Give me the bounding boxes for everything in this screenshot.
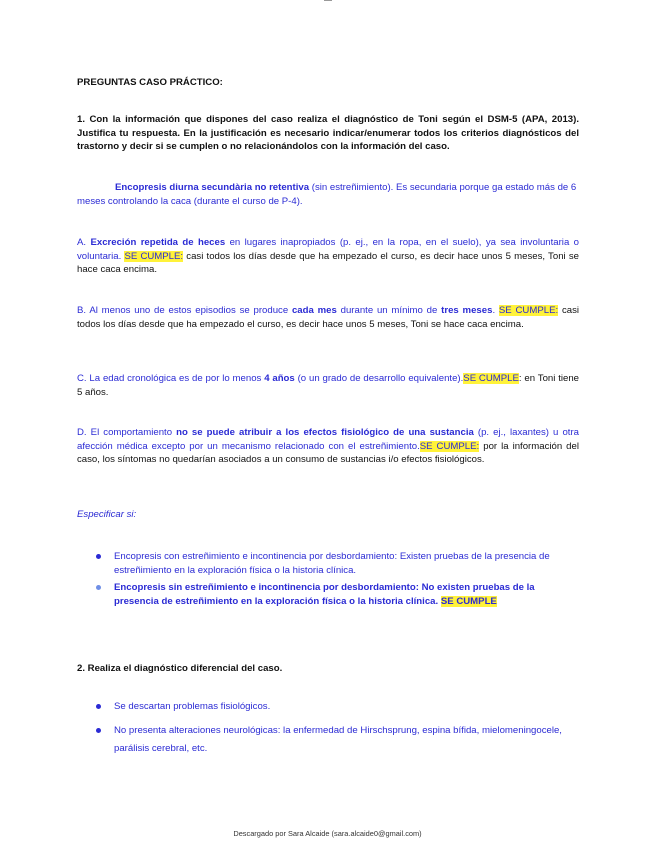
criterion-c-bold: 4 años — [264, 373, 295, 384]
specify-item-without — [94, 581, 580, 608]
criterion-b-dot: . — [492, 305, 499, 316]
criterion-d-bold: no se puede atribuir a los efectos fisiológico de una sustancia — [176, 427, 474, 438]
criterion-a-note: casi todos los días desde que ha empezado el curso, es decir hace unos 5 meses, Toni se hace caca encima. — [77, 250, 579, 276]
specify-heading: Especificar si: — [77, 509, 137, 520]
criterion-c-prefix: C. La edad cronológica es de por lo menos — [77, 373, 265, 384]
criterion-c — [77, 372, 579, 399]
diagnosis-text: (sin estreñimiento). Es secundaria porque ga estado más de 6 meses controlando la caca (durante el curso de P-4). — [77, 182, 577, 207]
criterion-c-note: : en Toni tiene 5 años. — [77, 373, 580, 398]
differential-item-text: Se descartan problemas fisiológicos. — [114, 701, 271, 712]
criterion-c-cumple: SE CUMPLE — [463, 373, 519, 384]
bullet-icon — [96, 585, 101, 590]
bullet-icon — [96, 704, 101, 709]
criterion-a — [77, 236, 579, 277]
criterion-d-cumple: SE CUMPLE: — [419, 440, 480, 452]
specify-cumple: SE CUMPLE — [440, 595, 497, 607]
criterion-d-note: por la información del caso, los síntomas no quedarían asociados a un consumo de sustancias i/o efectos fisiológicos. — [77, 440, 579, 466]
bullet-icon — [96, 728, 101, 733]
specify-list — [94, 550, 580, 608]
differential-item — [94, 700, 580, 714]
criterion-b-mid: durante un mínimo de — [336, 305, 442, 316]
criterion-c-rest: (o un grado de desarrollo equivalente). — [294, 373, 464, 384]
download-footer: Descargado por Sara Alcaide (sara.alcaide0@gmail.com) — [233, 829, 422, 838]
criterion-b-bold2: tres meses — [441, 305, 493, 316]
criterion-d — [77, 426, 579, 467]
diagnosis-paragraph — [77, 181, 577, 208]
criterion-b-note: casi todos los días desde que ha empezado el curso, es decir hace unos 5 meses, Toni se hace caca encima. — [77, 305, 580, 330]
question-2: 2. Realiza el diagnóstico diferencial del caso. — [77, 663, 283, 674]
criterion-b-cumple: SE CUMPLE: — [498, 305, 559, 316]
criterion-a-cumple: SE CUMPLE: — [124, 250, 184, 262]
specify-item-with — [94, 550, 580, 577]
criterion-d-rest: (p. ej., laxantes) u otra afección médica excepto por un mecanismo relacionado con el estreñimiento. — [77, 427, 579, 452]
criterion-b-prefix: B. Al menos uno de estos episodios se produce — [77, 305, 292, 316]
criterion-b — [77, 304, 579, 331]
criterion-d-prefix: D. El comportamiento — [77, 427, 177, 438]
differential-item-text: No presenta alteraciones neurológicas: la enfermedad de Hirschsprung, espina bífida, mielomeningocele, parálisis cerebral, etc. — [114, 724, 562, 754]
criterion-b-bold1: cada mes — [291, 305, 337, 316]
section-heading: PREGUNTAS CASO PRÁCTICO: — [77, 77, 223, 88]
specify-item-with-text: Encopresis con estreñimiento e incontinencia por desbordamiento: Existen pruebas de la presencia de estreñimiento en la exploración física o la historia clínica. — [114, 551, 550, 576]
differential-list — [94, 700, 580, 758]
bullet-icon — [96, 554, 101, 559]
criterion-a-text: en lugares inapropiados (p. ej., en la ropa, en el suelo), ya sea involuntaria o voluntaria. — [77, 237, 580, 262]
page-top-mark — [324, 0, 332, 1]
criterion-a-bold: Excreción repetida de heces — [90, 237, 226, 248]
differential-item — [94, 722, 580, 758]
question-1: 1. Con la información que dispones del caso realiza el diagnóstico de Toni según el DSM-5 (APA, 2013). Justifica tu respuesta. En la justificación es necesario indicar/enumerar todos los criterios diagnósticos del trastorno y decir si se cumplen o no relacionándolos con la información del caso. — [77, 114, 579, 153]
specify-item-without-text: Encopresis sin estreñimiento e incontinencia por desbordamiento: No existen pruebas de la presencia de estreñimiento en la exploración física o la historia clínica. — [114, 582, 535, 607]
diagnosis-title: Encopresis diurna secundària no retentiva — [115, 182, 310, 193]
criterion-a-prefix: A. — [77, 237, 91, 248]
